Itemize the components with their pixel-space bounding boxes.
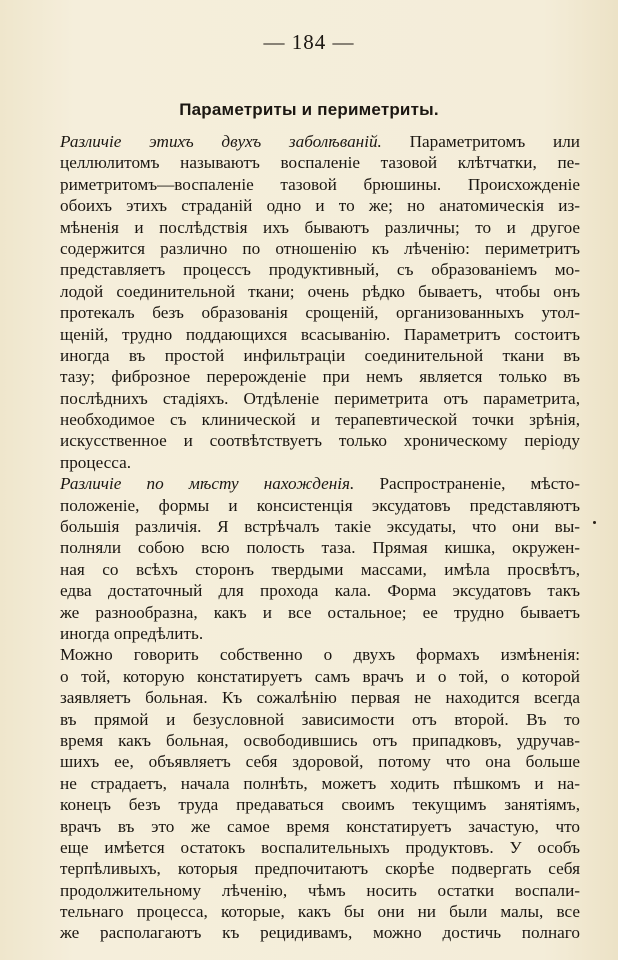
text-line: полняли собою всю полость таза. Прямая кишка, окружен- bbox=[60, 538, 580, 558]
line-text: Распространеніе, мѣсто- bbox=[354, 474, 580, 494]
text-line: ная со всѣхъ сторонъ твердыми массами, имѣла просвѣтъ, bbox=[60, 559, 580, 579]
text-line: же разнообразна, какъ и все остальное; ее трудно бываетъ bbox=[60, 602, 580, 622]
text-line: положеніе, формы и консистенція эксудатовъ представляютъ bbox=[60, 495, 580, 515]
paragraph bbox=[60, 644, 580, 943]
text-line: тазу; фиброзное перерожденіе при немъ является только въ bbox=[60, 367, 580, 387]
text-line: врачъ въ это же самое время констатируетъ зачастую, что bbox=[60, 816, 580, 836]
text-line: протекалъ безъ образованія срощеній, организованныхъ утол- bbox=[60, 303, 580, 323]
body-text bbox=[60, 131, 580, 944]
text-line: послѣднихъ стадіяхъ. Отдѣленіе периметрита отъ параметрита, bbox=[60, 388, 580, 408]
text-line bbox=[60, 473, 580, 494]
text-line: иногда опредѣлить. bbox=[60, 623, 204, 643]
subheading-inline: Различіе по мѣсту нахожденія. bbox=[60, 474, 355, 494]
text-line: щеній, трудно поддающихся всасыванію. Параметритъ состоитъ bbox=[60, 324, 580, 344]
margin-speck bbox=[593, 521, 596, 524]
text-line: конецъ безъ труда предаваться своимъ текущимъ занятіямъ, bbox=[60, 795, 580, 815]
text-line: процесса. bbox=[60, 452, 132, 472]
text-line: еще имѣется остатокъ воспалительныхъ продуктовъ. У особъ bbox=[60, 837, 580, 857]
text-line: обоихъ этихъ страданій одно и то же; но анатомическія из- bbox=[60, 196, 580, 216]
section-heading: Параметриты и периметриты. bbox=[179, 100, 439, 119]
text-line: едва достаточный для прохода кала. Форма эксудатовъ такъ bbox=[60, 581, 580, 601]
text-line: риметритомъ—воспаленіе тазовой брюшины. Происхожденіе bbox=[60, 174, 580, 194]
paragraph bbox=[60, 473, 580, 644]
text-line: целлюлитомъ называютъ воспаленіе тазовой клѣтчатки, пе- bbox=[60, 153, 580, 173]
text-line: необходимое съ клинической и терапевтической точки зрѣнія, bbox=[60, 410, 580, 430]
text-line: содержится различно по отношенію къ лѣченію: периметритъ bbox=[60, 238, 580, 258]
line-text: Параметритомъ или bbox=[381, 132, 580, 151]
subheading-inline: Различіе этихъ двухъ заболѣваній. bbox=[60, 132, 382, 151]
text-line: шихъ ее, объявляетъ себя здоровой, потому что она больше bbox=[60, 752, 580, 772]
text-line: не страдаетъ, начала полнѣть, можетъ ходить пѣшкомъ и на- bbox=[60, 773, 580, 793]
text-line bbox=[60, 131, 580, 152]
text-line: искусственное и соотвѣтствуетъ только хроническому періоду bbox=[60, 431, 580, 451]
page-number: — 184 — bbox=[263, 30, 355, 54]
text-line: терпѣливыхъ, которыя предпочитаютъ скорѣе подвергать себя bbox=[60, 859, 580, 879]
text-line: же располагаютъ къ рецидивамъ, можно достичь полнаго bbox=[60, 923, 580, 943]
text-line: мѣненія и послѣдствія ихъ бываютъ различны; то и другое bbox=[60, 217, 580, 237]
text-line: большія различія. Я встрѣчалъ такіе эксудаты, что они вы- bbox=[60, 517, 580, 537]
text-line: тельнаго процесса, которые, какъ бы они ни были малы, все bbox=[60, 902, 580, 922]
text-line: представляетъ процессъ продуктивный, съ образованіемъ мо- bbox=[60, 260, 580, 280]
text-line: продолжительному лѣченію, чѣмъ носить остатки воспали- bbox=[60, 880, 580, 900]
text-line: лодой соединительной ткани; очень рѣдко бываетъ, чтобы онъ bbox=[60, 281, 580, 301]
paragraph bbox=[60, 131, 580, 473]
text-line: Можно говорить собственно о двухъ формахъ измѣненія: bbox=[60, 645, 580, 665]
text-line: иногда въ простой инфильтраціи соединительной ткани въ bbox=[60, 345, 580, 365]
text-line: въ прямой и безусловной зависимости отъ второй. Въ то bbox=[60, 709, 580, 729]
text-line: о той, которую констатируетъ самъ врачъ и о той, о которой bbox=[60, 666, 580, 686]
text-line: заявляетъ больная. Къ сожалѣнію первая не находится всегда bbox=[60, 688, 580, 708]
text-line: время какъ больная, освободившись отъ припадковъ, удручав- bbox=[60, 730, 580, 750]
